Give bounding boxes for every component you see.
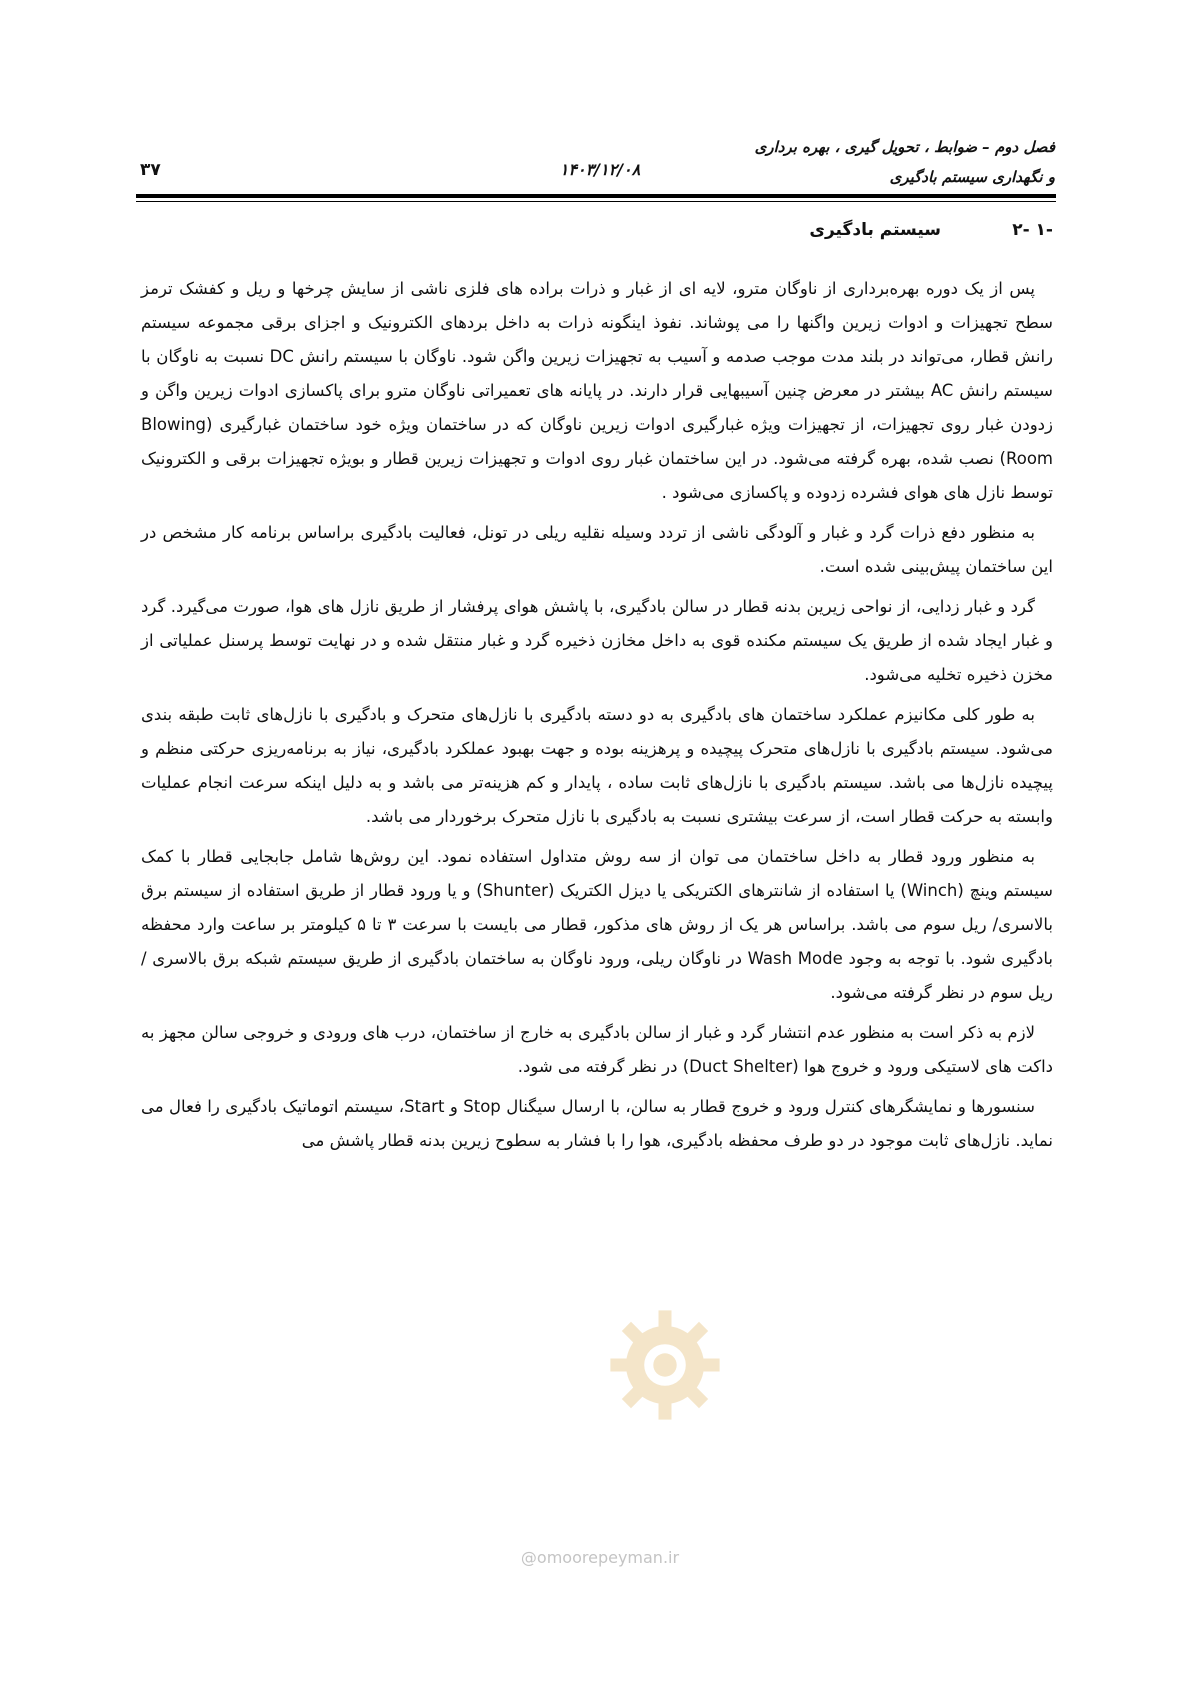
paragraph: پس از یک دوره بهره‌برداری از ناوگان مترو، لایه ای از غبار و ذرات براده های فلزی ناشی از سایش چرخها و ریل و کفشک ترمز سطح تجهیزات و ادوات زیرین واگنها را می پوشاند. نفوذ اینگونه ذرات به داخل بردهای الکترونیک و اجزای برقی مجموعه سیستم رانش قطار، می‌تواند در بلند مدت موجب صدمه و آسیب به تجهیزات زیرین واگن شود. ناوگان با سیستم رانش DC نسبت به ناوگان با سیستم رانش AC بیشتر در معرض چنین آسیبهایی قرار دارند. در پایانه های تعمیراتی ناوگان مترو برای پاکسازی ادوات زیرین واگن و زدودن غبار روی تجهیزات، از تجهیزات ویژه غبارگیری ادوات زیرین ناوگان که در ساختمان ویژه خود ساختمان غبارگیری (Blowing Room) نصب شده، بهره گرفته می‌شود. در این ساختمان غبار روی ادوات و تجهیزات زیرین قطار و بویژه تجهیزات برقی و الکترونیک توسط نازل های هوای فشرده زدوده و پاکسازی می‌شود . xyxy=(141,279,1054,502)
gear-logo-icon xyxy=(600,1300,730,1430)
paragraph: به منظور ورود قطار به داخل ساختمان می توان از سه روش متداول استفاده نمود. این روش‌ها شامل جابجایی قطار با کمک سیستم وینچ (Winch) یا استفاده از شانترهای الکتریکی یا دیزل الکتریک (Shunter) و یا ورود قطار از طریق استفاده از سیستم برق بالاسری/ ریل سوم می باشد. براساس هر یک از روش های مذکور، قطار می بایست با سرعت ۳ تا ۵ کیلومتر بر ساعت وارد محفظه بادگیری شود. با توجه به وجود Wash Mode در ناوگان ریلی، ورود ناوگان به ساختمان بادگیری از طریق سیستم شبکه برق بالاسری / ریل سوم در نظر گرفته می‌شود. xyxy=(141,847,1054,1002)
chapter-title-line-2: و نگهداری سیستم بادگیری xyxy=(889,168,1055,186)
header-rule-thick xyxy=(136,194,1056,198)
page-number: ۳۷ xyxy=(140,160,161,180)
header-rule-thin xyxy=(136,201,1056,202)
section-title: سیستم بادگیری xyxy=(809,220,941,240)
header-date: ۱۴۰۳/۱۲/۰۸ xyxy=(559,160,641,179)
body-text xyxy=(141,272,1053,1164)
paragraph: گرد و غبار زدایی، از نواحی زیرین بدنه قطار در سالن بادگیری، با پاشش هوای پرفشار از طریق نازل های هوا، صورت می‌گیرد. گرد و غبار ایجاد شده از طریق یک سیستم مکنده قوی به داخل مخازن ذخیره گرد و غبار منتقل شده و در نهایت توسط پرسنل عملیاتی از مخزن ذخیره تخلیه می‌شود. xyxy=(141,597,1053,684)
paragraph: لازم به ذکر است به منظور عدم انتشار گرد و غبار از سالن بادگیری به خارج از ساختمان، درب های ورودی و خروجی سالن مجهز به داکت های لاستیکی ورود و خروج هوا (Duct Shelter) در نظر گرفته می شود. xyxy=(141,1023,1053,1076)
paragraph: به طور کلی مکانیزم عملکرد ساختمان های بادگیری به دو دسته بادگیری با نازل‌های متحرک و بادگیری با نازل‌های ثابت طبقه بندی می‌شود. سیستم بادگیری با نازل‌های متحرک پیچیده و پرهزینه بوده و جهت بهبود عملکرد بادگیری، نیاز به برنامه‌ریزی حرکتی منظم و پیچیده نازل‌ها می باشد. سیستم بادگیری با نازل‌های ثابت ساده ، پایدار و کم هزینه‌تر می باشد و به دلیل اینکه سرعت انجام عملیات وابسته به حرکت قطار است، از سرعت بیشتری نسبت به بادگیری با نازل متحرک برخوردار می باشد. xyxy=(141,705,1053,826)
section-number: ۲- ۱- xyxy=(1012,220,1053,240)
paragraph: به منظور دفع ذرات گرد و غبار و آلودگی ناشی از تردد وسیله نقلیه ریلی در تونل، فعالیت بادگیری براساس برنامه کار مشخص در این ساختمان پیش‌بینی شده است. xyxy=(141,523,1053,576)
chapter-title-line-1: فصل دوم – ضوابط ، تحویل گیری ، بهره برداری xyxy=(754,138,1055,156)
watermark-text: @omoorepeyman.ir xyxy=(520,1548,680,1567)
paragraph: سنسورها و نمایشگرهای کنترل ورود و خروج قطار به سالن، با ارسال سیگنال Stop و Start، سیستم اتوماتیک بادگیری را فعال می نماید. نازل‌های ثابت موجود در دو طرف محفظه بادگیری، هوا را با فشار به سطوح زیرین بدنه قطار پاشش می xyxy=(141,1097,1053,1150)
